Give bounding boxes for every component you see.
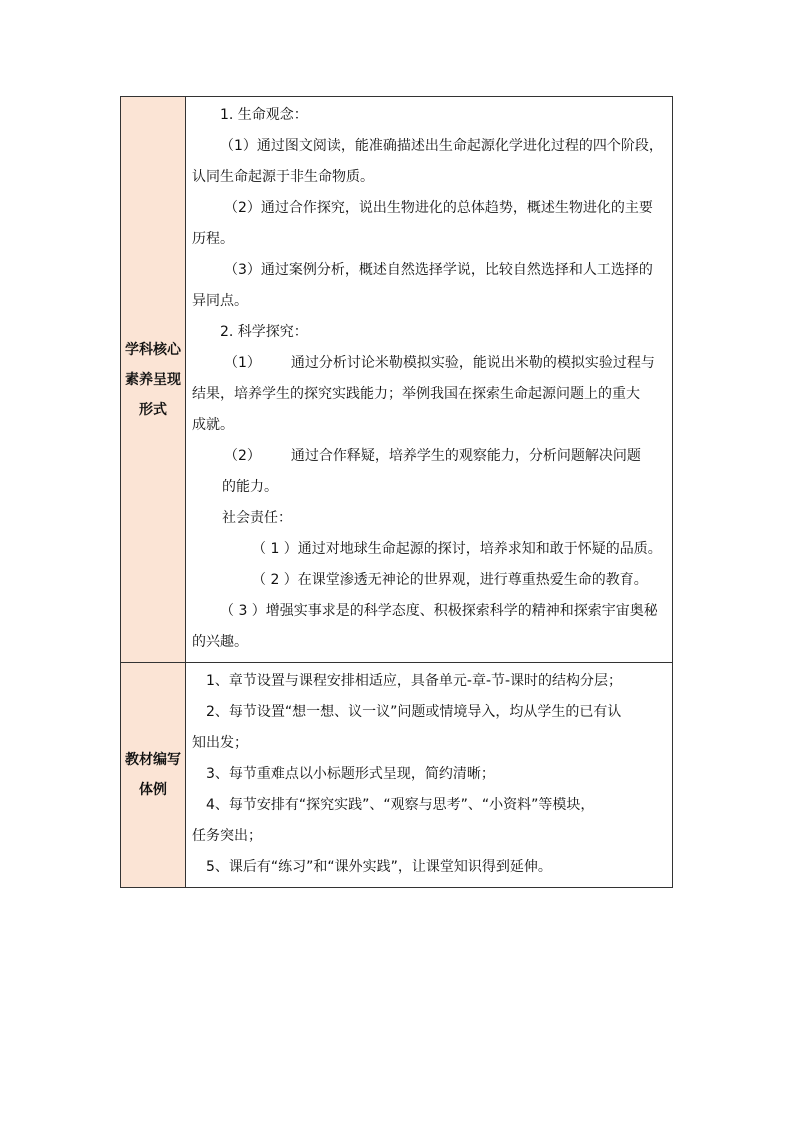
row-content-textbook-style [186,663,673,888]
list-item: 结果，培养学生的探究实践能力；举例我国在探索生命起源问题上的重大 [192,386,640,402]
heading-science-inquiry: 2. 科学探究： [220,324,308,340]
list-item: （1）通过图文阅读，能准确描述出生命起源化学进化过程的四个阶段， [220,138,663,154]
list-item: 5、课后有“练习”和“课外实践”，让课堂知识得到延伸。 [206,859,552,875]
list-item: 异同点。 [192,293,248,309]
list-item: 历程。 [192,231,234,247]
info-table [120,96,673,888]
list-item: 知出发； [192,735,248,751]
list-item: 任务突出； [192,828,262,844]
list-item: 的能力。 [222,479,278,495]
list-item: 3、每节重难点以小标题形式呈现，简约清晰； [206,766,495,782]
list-item: （ 3 ）增强实事求是的科学态度、积极探索科学的精神和探索宇宙奥秘 [220,603,658,619]
list-item: （2）通过合作探究，说出生物进化的总体趋势，概述生物进化的主要 [224,200,653,216]
table-row [121,663,673,888]
item-text: 通过合作释疑，培养学生的观察能力，分析问题解决问题 [290,448,641,464]
item-number: （2） [224,448,261,464]
row-content-core-literacy [186,97,673,663]
item-text: 通过分析讨论米勒模拟实验，能说出米勒的模拟实验过程与 [290,355,655,371]
list-item: 成就。 [192,417,234,433]
list-item: （3）通过案例分析，概述自然选择学说，比较自然选择和人工选择的 [224,262,653,278]
list-item: （ 2 ）在课堂渗透无神论的世界观，进行尊重热爱生命的教育。 [252,572,648,588]
item-number: （1） [224,355,261,371]
heading-life-concept: 1. 生命观念： [220,107,308,123]
list-item: 4、每节安排有“探究实践”、“观察与思考”、“小资料”等模块， [206,797,595,813]
list-item [192,348,672,379]
list-item: 2、每节设置“想一想、议一议”问题或情境导入，均从学生的已有认 [206,704,622,720]
list-item: 认同生命起源于非生命物质。 [192,169,374,185]
table-row [121,97,673,663]
row-header-textbook-style: 教材编写体例 [121,663,186,888]
list-item: （ 1 ）通过对地球生命起源的探讨，培养求知和敢于怀疑的品质。 [252,541,662,557]
heading-social-responsibility: 社会责任： [222,510,292,526]
list-item: 的兴趣。 [192,634,248,650]
list-item [192,441,672,472]
row-header-core-literacy: 学科核心素养呈现形式 [121,97,186,663]
list-item: 1、章节设置与课程安排相适应，具备单元-章-节-课时的结构分层； [206,673,623,689]
